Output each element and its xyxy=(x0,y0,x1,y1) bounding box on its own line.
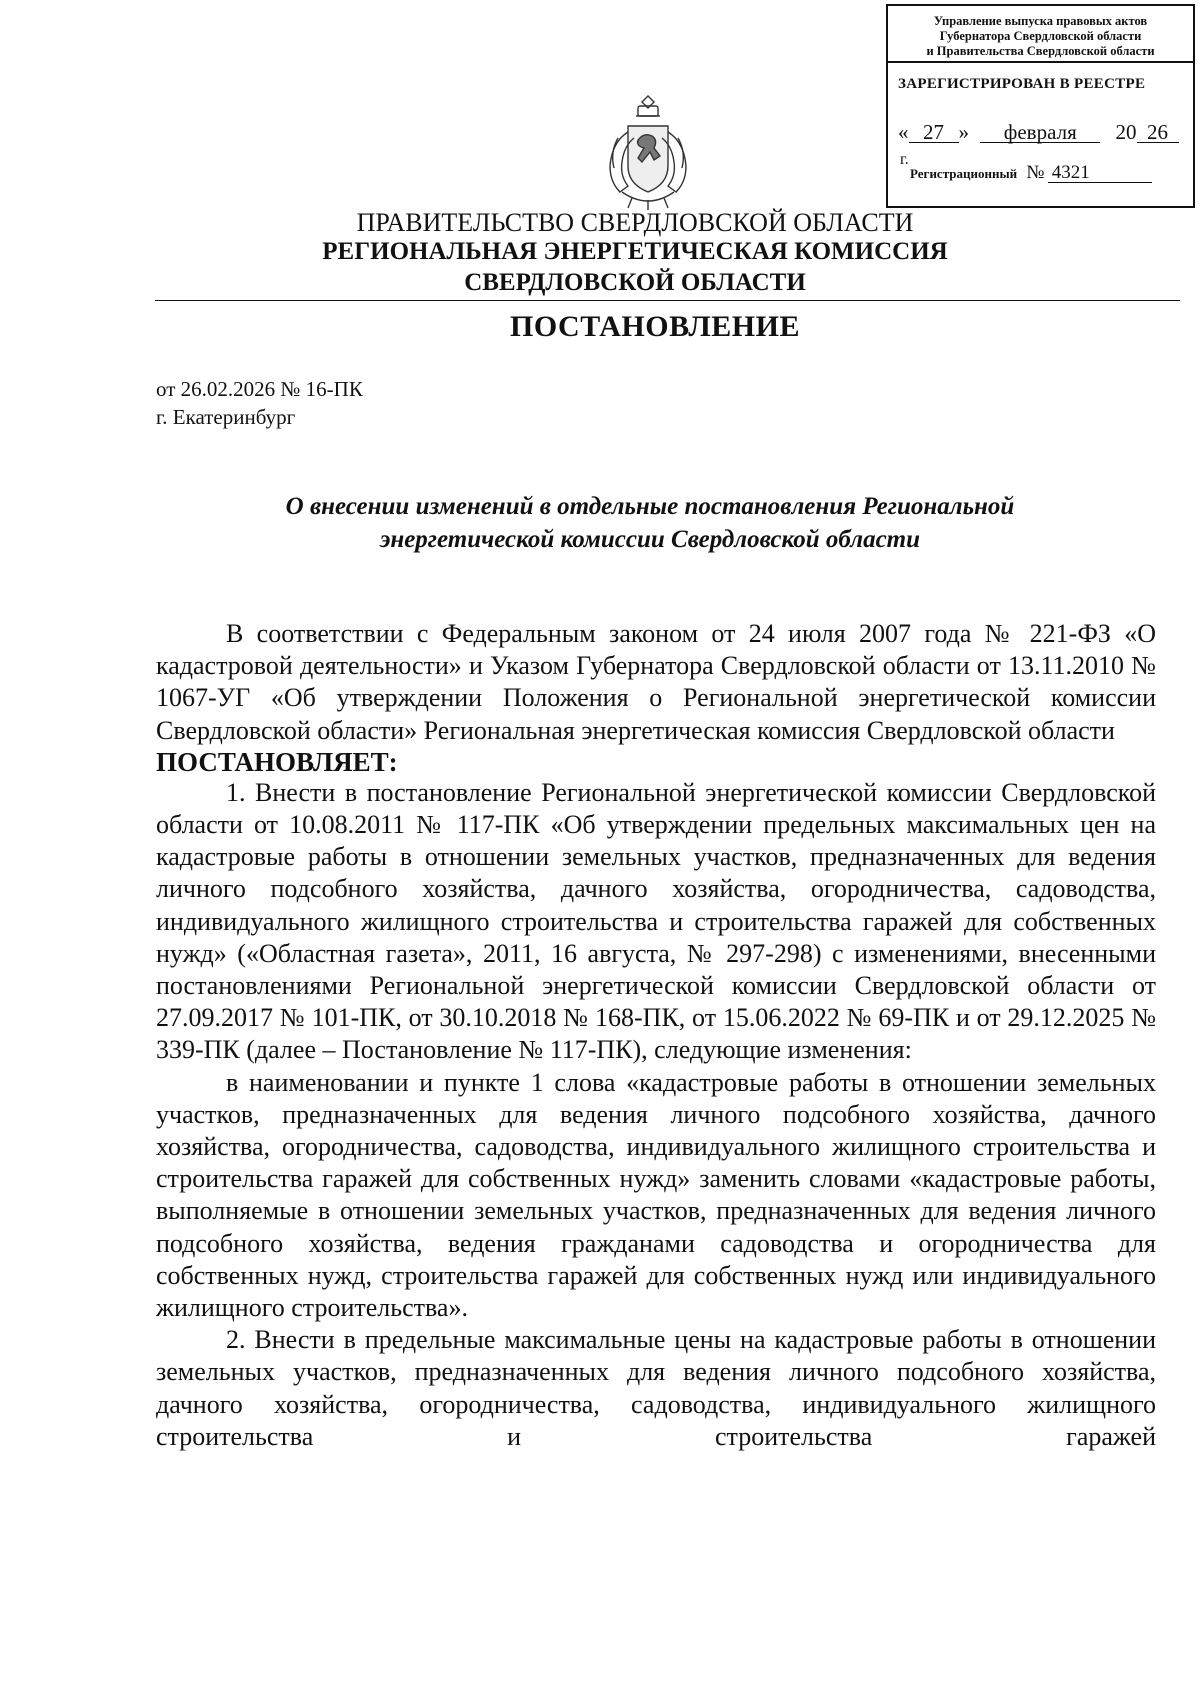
item-2-paragraph: 2. Внести в предельные максимальные цены на кадастровые работы в отношении земельных участков, предназначенных для ведения личного подсобного хозяйства, дачного хозяйства, огородничества, садоводства, индивидуального жилищного строительства и строительства гаражей xyxy=(156,1325,1156,1451)
header-divider xyxy=(155,300,1180,301)
stamp-month: февраля xyxy=(980,122,1100,143)
commission-title-line1: РЕГИОНАЛЬНАЯ ЭНЕРГЕТИЧЕСКАЯ КОМИССИЯ xyxy=(322,238,948,265)
stamp-registration xyxy=(910,162,1152,184)
stamp-reg-number: 4321 xyxy=(1048,164,1152,183)
commission-title-line2: СВЕРДЛОВСКОЙ ОБЛАСТИ xyxy=(464,269,806,296)
stamp-year-unit: г. xyxy=(900,151,909,168)
document-type: ПОСТАНОВЛЕНИЕ xyxy=(510,310,800,343)
document-date-number: от 26.02.2026 № 16-ПК xyxy=(156,377,363,401)
stamp-year-suffix: 26 xyxy=(1137,122,1179,143)
stamp-org-line: Управление выпуска правовых актов xyxy=(933,14,1148,28)
subject-line: О внесении изменений в отдельные постановления Региональной xyxy=(285,493,1015,520)
preamble-paragraph: В соответствии с Федеральным законом от 24 июля 2007 года № 221-ФЗ «О кадастровой деятельности» и Указом Губернатора Свердловской области от 13.11.2010 № 1067-УГ «Об утверждении Положения о Региональной энергетической комиссии Свердловской области» Региональная энергетическая комиссия Свердловской области xyxy=(156,619,1156,745)
document-subject xyxy=(150,490,1150,556)
stamp-reg-no-sign: № xyxy=(1026,162,1045,183)
government-title: ПРАВИТЕЛЬСТВО СВЕРДЛОВСКОЙ ОБЛАСТИ xyxy=(356,208,914,237)
document-body xyxy=(156,618,1156,1453)
registration-stamp xyxy=(886,4,1195,208)
resolves-heading: ПОСТАНОВЛЯЕТ: xyxy=(156,746,398,777)
stamp-year-prefix: 20 xyxy=(1115,120,1137,144)
stamp-org-line: и Правительства Свердловской области xyxy=(926,44,1155,58)
subject-line: энергетической комиссии Свердловской области xyxy=(379,526,921,553)
stamp-organization xyxy=(888,6,1193,63)
stamp-title: ЗАРЕГИСТРИРОВАН В РЕЕСТРЕ xyxy=(898,76,1146,92)
item-1-paragraph: 1. Внести в постановление Региональной энергетической комиссии Свердловской области от 10.08.2011 № 117-ПК «Об утверждении предельных максимальных цен на кадастровые работы в отношении земельных участков, предназначенных для ведения личного подсобного хозяйства, дачного хозяйства, огородничества, садоводства, индивидуального жилищного строительства и строительства гаражей для собственных нужд» («Областная газета», 2011, 16 августа, № 297-298) с изменениями, внесенными постановлениями Региональной энергетической комиссии Свердловской области от 27.09.2017 № 101-ПК, от 30.10.2018 № 168-ПК, от 15.06.2022 № 69-ПК и от 29.12.2025 № 339-ПК (далее – Постановление № 117-ПК), следующие изменения: xyxy=(156,777,1156,1065)
stamp-reg-label: Регистрационный xyxy=(910,166,1018,181)
item-1-sub-paragraph: в наименовании и пункте 1 слова «кадастровые работы в отношении земельных участков, предназначенных для ведения личного подсобного хозяйства, дачного хозяйства, огородничества, садоводства, индивидуального жилищного строительства и строительства гаражей для собственных нужд» заменить словами «кадастровые работы, выполняемые в отношении земельных участков, предназначенных для ведения личного подсобного хозяйства, ведения гражданами садоводства и огородничества для собственных нужд, строительства гаражей для собственных нужд или индивидуального жилищного строительства». xyxy=(156,1067,1156,1323)
stamp-quote-open: « xyxy=(898,120,909,144)
coat-of-arms-icon xyxy=(598,92,698,212)
stamp-org-line: Губернатора Свердловской области xyxy=(939,29,1142,43)
stamp-quote-close: » xyxy=(958,120,969,144)
document-city: г. Екатеринбург xyxy=(156,405,296,429)
stamp-day: 27 xyxy=(909,122,959,143)
